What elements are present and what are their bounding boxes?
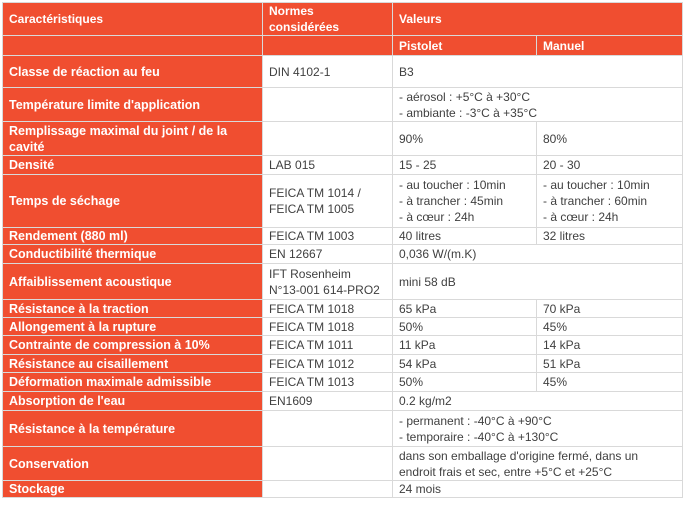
row-label: Classe de réaction au feu	[3, 56, 263, 88]
value-line: dans son emballage d'origine fermé, dans un	[399, 448, 639, 463]
row-gun-value: 40 litres	[393, 228, 537, 245]
header-manual: Manuel	[537, 36, 683, 56]
row-value	[393, 447, 683, 481]
row-gun-value: 90%	[393, 122, 537, 156]
row-gun-value: 50%	[393, 373, 537, 392]
header-characteristics: Caractéristiques	[3, 3, 263, 36]
value-line: - à trancher : 45min	[399, 194, 504, 208]
row-label: Contrainte de compression à 10%	[3, 336, 263, 355]
row-gun-value: 11 kPa	[393, 336, 537, 355]
row-norm: FEICA TM 1003	[263, 228, 393, 245]
row-norm: DIN 4102-1	[263, 56, 393, 88]
row-label: Température limite d'application	[3, 88, 263, 122]
row-gun-value: 54 kPa	[393, 355, 537, 373]
row-norm: EN 12667	[263, 245, 393, 264]
row-norm: FEICA TM 1013	[263, 373, 393, 392]
row-norm	[263, 122, 393, 156]
value-line: - à trancher : 60min	[543, 194, 648, 208]
row-manual-value: 70 kPa	[537, 300, 683, 318]
table-row	[3, 318, 683, 336]
table-row	[3, 411, 683, 447]
table-row	[3, 481, 683, 498]
row-norm	[263, 175, 393, 228]
row-value: 0.2 kg/m2	[393, 392, 683, 411]
norm-line: N°13-001 614-PRO2	[269, 282, 380, 297]
row-manual-value: 51 kPa	[537, 355, 683, 373]
header-gun: Pistolet	[393, 36, 537, 56]
row-manual-value: 45%	[537, 318, 683, 336]
value-line: - temporaire : -40°C à +130°C	[399, 429, 559, 444]
header-row	[3, 3, 683, 36]
row-label: Temps de séchage	[3, 175, 263, 228]
row-gun-value	[393, 175, 537, 228]
characteristics-table	[2, 2, 683, 498]
row-norm: FEICA TM 1018	[263, 300, 393, 318]
row-norm	[263, 88, 393, 122]
row-manual-value: 20 - 30	[537, 156, 683, 175]
value-line: - à cœur : 24h	[399, 210, 475, 224]
table-row	[3, 175, 683, 228]
row-value	[393, 88, 683, 122]
row-label: Conservation	[3, 447, 263, 481]
row-manual-value: 45%	[537, 373, 683, 392]
row-value: 0,036 W/(m.K)	[393, 245, 683, 264]
table-row	[3, 447, 683, 481]
row-norm	[263, 447, 393, 481]
row-norm	[263, 264, 393, 300]
row-label: Rendement (880 ml)	[3, 228, 263, 245]
value-line: - au toucher : 10min	[543, 178, 650, 192]
row-manual-value: 32 litres	[537, 228, 683, 245]
table-row	[3, 336, 683, 355]
row-norm	[263, 411, 393, 447]
table-row	[3, 228, 683, 245]
row-label: Allongement à la rupture	[3, 318, 263, 336]
row-norm: LAB 015	[263, 156, 393, 175]
table-row	[3, 300, 683, 318]
row-label: Résistance à la température	[3, 411, 263, 447]
subheader-blank	[3, 36, 263, 56]
value-line: - au toucher : 10min	[399, 178, 506, 192]
value-line: - à cœur : 24h	[543, 210, 619, 224]
table-row	[3, 245, 683, 264]
value-line: - aérosol : +5°C à +30°C	[399, 89, 530, 104]
norm-line: IFT Rosenheim	[269, 266, 351, 281]
row-norm	[263, 481, 393, 498]
row-label: Affaiblissement acoustique	[3, 264, 263, 300]
row-manual-value: 14 kPa	[537, 336, 683, 355]
table-row	[3, 156, 683, 175]
row-label: Conductibilité thermique	[3, 245, 263, 264]
table-row	[3, 122, 683, 156]
value-line: - ambiante : -3°C à +35°C	[399, 105, 537, 120]
row-label: Résistance au cisaillement	[3, 355, 263, 373]
table-row	[3, 355, 683, 373]
norm-line: FEICA TM 1014 /	[269, 186, 361, 200]
row-norm: EN1609	[263, 392, 393, 411]
row-norm: FEICA TM 1018	[263, 318, 393, 336]
table-row	[3, 88, 683, 122]
table-row	[3, 373, 683, 392]
value-line: endroit frais et sec, entre +5°C et +25°C	[399, 464, 613, 479]
row-value: mini 58 dB	[393, 264, 683, 300]
row-gun-value: 65 kPa	[393, 300, 537, 318]
row-manual-value	[537, 175, 683, 228]
table-row	[3, 392, 683, 411]
table-row	[3, 56, 683, 88]
value-line: - permanent : -40°C à +90°C	[399, 413, 552, 428]
row-label: Déformation maximale admissible	[3, 373, 263, 392]
row-label: Absorption de l'eau	[3, 392, 263, 411]
row-gun-value: 15 - 25	[393, 156, 537, 175]
norm-line: FEICA TM 1005	[269, 202, 355, 216]
row-label: Stockage	[3, 481, 263, 498]
table-row	[3, 264, 683, 300]
row-label: Remplissage maximal du joint / de la cavité	[3, 122, 263, 156]
row-manual-value: 80%	[537, 122, 683, 156]
header-values: Valeurs	[393, 3, 683, 36]
row-norm: FEICA TM 1011	[263, 336, 393, 355]
header-standards: Normes considérées	[263, 3, 393, 36]
row-label: Densité	[3, 156, 263, 175]
row-value: B3	[393, 56, 683, 88]
row-value: 24 mois	[393, 481, 683, 498]
row-gun-value: 50%	[393, 318, 537, 336]
subheader-row	[3, 36, 683, 56]
row-value	[393, 411, 683, 447]
row-label: Résistance à la traction	[3, 300, 263, 318]
subheader-blank-norm	[263, 36, 393, 56]
row-norm: FEICA TM 1012	[263, 355, 393, 373]
